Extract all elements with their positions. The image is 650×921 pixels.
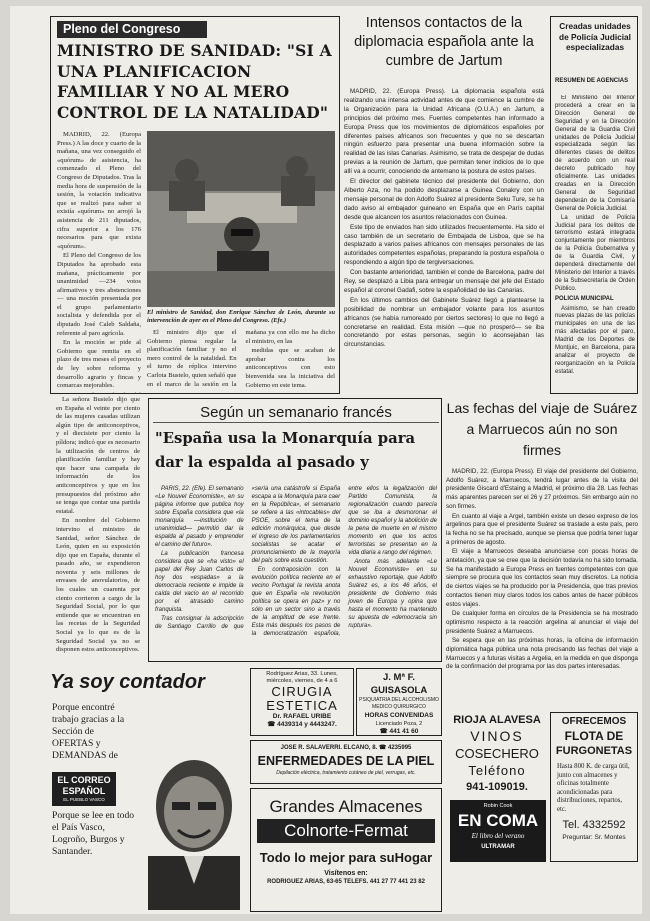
colnorte-line-1: Grandes Almacenes bbox=[269, 797, 423, 816]
cirugia-ad bbox=[250, 668, 354, 736]
piel-title: ENFERMEDADES DE LA PIEL bbox=[257, 754, 435, 768]
suarez-paragraph: Se espera que en las próximas horas, la oficina de información diplomática haga pública una nota precisando las fechas del viaje a Marruecos y a futuras visitas a Argelia, en la medida en que disponga de la confirmación del programa por las dos partes interesadas. bbox=[446, 637, 638, 671]
congreso-paragraph: medidas que se acaban de aprobar contra los anticonceptivos con esto bienvenida sea la iniciativa del Gobierno en este tema. bbox=[245, 347, 335, 389]
rioja-line: VINOS bbox=[470, 728, 524, 744]
policia-body bbox=[555, 95, 635, 391]
newspaper-page bbox=[10, 6, 642, 914]
policia-headline: Creadas unidades de Policía Judicial especializadas bbox=[559, 21, 631, 53]
semanario-paragraph: Tras consignar la adscripción de Santiago Carrillo de que «sería una catástrofe si España escapa a la Monarquía para caer en la República», el semanario se refiere a las «intocables» del PSOE, sobre el tema de la edición monárquica, que desde el ingreso de los parlamentarios socialistas se acatar el pronunciamiento de la mayoría del país sobre esta cuestión. bbox=[155, 486, 341, 630]
congreso-continuation bbox=[56, 396, 140, 658]
suarez-body bbox=[446, 468, 638, 706]
jartum-paragraph: MADRID, 22. (Europa Press). La diplomacia española está realizando una intensa actividad antes de que comience la cumbre de la Organización para la Unidad Africana (O.U.A.) en Jartum, a principios del próximo mes. Fuentes competentes han informado a Europa Press que los movimientos de diplomáticos españoles por diferentes países africanos son frecuentes y que no se descartan ningún esfuerzo para presentar una buena información sobre la realidad de las islas Canarias. Asimismo, se trata de despejar de dudas previas a la reunión de Jartum, que permitan tener indicios de lo que allí va a ocurrir, conociendo de antemano la postura de estos países. bbox=[344, 88, 544, 176]
cirugia-top: Rodríguez Arias, 33. Lunes, miércoles, viernes, de 4 a 6 bbox=[266, 671, 338, 684]
cirugia-doctor: Dr. RAFAEL URIBE bbox=[272, 713, 332, 720]
el-correo-logo bbox=[52, 772, 116, 806]
semanario-kicker: Según un semanario francés bbox=[153, 403, 439, 423]
jartum-paragraph: En los últimos cambios del Gabinete Suárez llegó a plantearse la posibilidad de nombrar un embajador volante para los asuntos africanos (se había rumoreado por ciertos sectores) lo que no llegó a concretarse en realidad. Esta misión —que no prosperó— se iba concretando por estas personas, según lo aconsejaban las circunstancias. bbox=[344, 296, 544, 349]
piel-ad bbox=[250, 740, 442, 784]
jartum-article bbox=[344, 14, 544, 399]
policia-subhead: RESUMEN DE AGENCIAS bbox=[555, 78, 629, 84]
encoma-title: EN COMA bbox=[457, 811, 539, 830]
guisasola-line: HORAS CONVENIDAS bbox=[364, 712, 434, 719]
contador-man-photo bbox=[138, 744, 246, 910]
guisasola-address: Licenciado Poza, 2 bbox=[375, 721, 423, 727]
suarez-paragraph: De cualquier forma en círculos de la Presidencia se ha mostrado optimismo respecto a la reacción argelina al anunciar el viaje del presidente Suárez a Marruecos. bbox=[446, 610, 638, 635]
flota-line: OFRECEMOS bbox=[561, 716, 627, 727]
rioja-line: Teléfono bbox=[468, 763, 526, 778]
colnorte-visit: Visítenos en: bbox=[324, 870, 368, 877]
cirugia-title: CIRUGIA bbox=[271, 684, 333, 699]
smiling-man-image bbox=[138, 744, 246, 910]
jartum-headline: Intensos contactos de la diplomacia española ante la cumbre de Jartum bbox=[354, 15, 534, 69]
congreso-photo bbox=[147, 131, 335, 307]
congreso-paragraph: El Pleno del Congreso de los Diputados ha aprobado esta mañana, prácticamente por unanimidad —234 votos afirmativos y tres abstenciones— una moción presentada por el grupo parlamentario socialista y defendida por el diputado José Caleb Saldaña, referente al paro agrícola. bbox=[57, 252, 141, 337]
jartum-paragraph: Este tipo de enviados han sido utilizados frecuentemente. Ha sido el caso también de un secretario de Embajada de Lisboa, que se ha desplazado a varios países africanos con mensajes personales de las autoridades competentes españolas, preparando la postura española o respondiendo a algún tipo de tergiversaciones. bbox=[344, 223, 544, 267]
encoma-ad bbox=[450, 800, 546, 862]
semanario-paragraph: La publicación francesa considera que se «ha visto» el papel del Rey Juan Carlos de hoy dos «espadas» a la democracia reciente e impide la caída del vacío en el recorrido por el atrasado camino franquista. bbox=[155, 551, 244, 613]
logo-line: EL PUEBLO VASCO bbox=[63, 797, 105, 802]
jartum-paragraph: El director del gabinete técnico del presidente del Gobierno, don Alberto Aza, no ha podido desplazarse a Guinea Conakry con un mensaje personal de don Adolfo Suárez al presidente Seku Ture, se ha dado aviso al embajador guineano en España que en París capital desde que alcancen los asuntos relacionados con Guinea. bbox=[344, 178, 544, 221]
colnorte-brand: Colnorte-Fermat bbox=[257, 819, 435, 843]
congreso-paragraph: En la moción se pide al Gobierno que remita en el plazo de tres meses el proyecto de ley sobre reforma y desarrollo agrario y fincas y comarcas mejorables. bbox=[57, 339, 141, 390]
cirugia-phones: ☎ 4439314 y 4443247. bbox=[267, 721, 337, 728]
congreso-paragraph: En nombre del Gobierno intervino el ministro de Sanidad, señor Sánchez de León, quien en su exposición dijo que en España, durante el pasado año, se expendieron noventa y seis millones de envases de anovulatorios, de los cuales un cuarenta por ciento corrieron a cargo de la Seguridad Social, por lo que entiende que se encuentran en las recetas de la Seguridad Social ya lo que es de la Seguridad Social ya no se disponen estos anticonceptivos. bbox=[56, 517, 140, 654]
cirugia-title-2: ESTETICA bbox=[266, 698, 338, 713]
encoma-subtitle: El libro del verano bbox=[471, 832, 525, 840]
policia-article bbox=[550, 16, 638, 394]
logo-line: ESPAÑOL bbox=[62, 786, 106, 796]
rioja-line: COSECHERO bbox=[455, 746, 539, 761]
jartum-body bbox=[344, 88, 544, 398]
flota-ad bbox=[550, 712, 638, 862]
colnorte-slogan: Todo lo mejor para suHogar bbox=[259, 850, 433, 865]
piel-top: JOSE R. SALAVERRI. ELCANO, 8. ☎ 4235995 bbox=[280, 745, 412, 751]
guisasola-name: J. Mª F. GUISASOLA bbox=[370, 672, 428, 696]
contador-ad bbox=[50, 668, 246, 912]
suarez-article bbox=[446, 398, 638, 708]
contador-text: Porque encontré trabajo gracias a la Sección de OFERTAS y DEMANDAS de bbox=[52, 702, 125, 761]
guisasola-line: PSIQUIATRIA DEL ALCOHOLISMO bbox=[359, 697, 439, 703]
suarez-paragraph: En cuanto al viaje a Argel, también existe un deseo expreso de los argelinos para que el presidente Suárez se traslade a este país, pero la fecha no se ha precisado, aunque se piensa que podría tener lugar a primeros de agosto. bbox=[446, 512, 638, 546]
guisasola-ad bbox=[356, 668, 442, 736]
logo-line: EL CORREO bbox=[57, 775, 111, 785]
contador-text-2: Porque se lee en todo el País Vasco, Logroño, Burgos y Santander. bbox=[52, 810, 135, 857]
flota-line: FURGONETAS bbox=[555, 745, 633, 757]
rioja-ad bbox=[448, 712, 546, 798]
semanario-paragraph: PARIS, 22. (Efe). El semanario «Le Nouvel Economiste», en su página informe que publica hoy sobre España considera que «la monarquía —institución de unanimidad— permitió dar la espalda al pasado y emprender el camino del futuro». bbox=[155, 486, 244, 548]
semanario-headline: "España usa la Monarquía para dar la espalda al pasado y bbox=[155, 430, 416, 471]
encoma-author: Robin Cook bbox=[483, 803, 513, 809]
flota-contact: Preguntar: Sr. Montes bbox=[562, 834, 626, 841]
policia-paragraph: Asimismo, se han creado nuevas plazas de las policías municipales en una de las más afectadas por el paro, Madrid de los Deportes de Montjuic, en Barcelona, para analizar el proyecto de reorganización en la Policía estatal. bbox=[555, 305, 635, 375]
policia-paragraph: La unidad de Policía Judicial para los delitos de terrorismo estará integrada conjuntamente por miembros de la Policía Gubernativa y de la Guardia Civil, y dependerá directamente del Ministerio del Interior a través de la Subsecretaría de Orden Público. bbox=[555, 214, 635, 292]
contador-title: Ya soy contador bbox=[50, 671, 205, 693]
semanario-paragraph: En contraposición con la evolución política reciente en el vecino Portugal la revista anota que en España «la revolución política se opera en paz» y no sólo en un sector sino a través de la amplitud de ese frente. Esta más después los pasos de la democratización española, entre ellos la legalización del Partido Comunista, la regionalización cuando parecía que se iba a desmoronar el dominio español y la abolición de la pena de muerte en el mismo momento en que los actos terroristas se presentan en la vida diaria a rango del régimen. bbox=[251, 486, 437, 637]
minister-photo-image bbox=[147, 131, 335, 307]
guisasola-phone: ☎ 441 41 60 bbox=[379, 728, 419, 735]
congreso-headline: MINISTRO DE SANIDAD: "SI A UNA PLANIFICACION FAMILIAR Y NO AL MERO CONTROL DE LA NATALIDAD" bbox=[57, 41, 332, 122]
semanario-paragraph: Anota más adelante «Le Nouvel Economiste» en su exhaustivo reportaje, que Adolfo Suárez es, a los 46 años, el presidente de Gobierno más joven de Europa y opina que hasta el momento ha mantenido su apuesta de «democracia sin ruptura». bbox=[348, 559, 437, 629]
congreso-col2-3 bbox=[147, 329, 335, 393]
flota-text: Hasta 800 K. de carga útil, junto con almacenes y oficinas totalmente acondicionadas para distribuciones, repartos, etc. bbox=[557, 763, 630, 813]
semanario-article bbox=[148, 398, 442, 662]
guisasola-line: MEDICO QUIRURGICO bbox=[372, 704, 426, 710]
policia-paragraph: El Ministerio del Interior procederá a crear en la Dirección General de Seguridad y en la Dirección General de la Guardia Civil unidades de Policía Judicial especializada según las diferentes clases de delitos de acuerdo con un real decreto publicado hoy oficialmente. Las unidades creadas en la Dirección General de Seguridad dependerán de la Comisaría General de Policía Judicial. bbox=[555, 95, 635, 212]
colnorte-address: RODRIGUEZ ARIAS, 63-65 TELEFS. 441 27 77 441 23 82 bbox=[267, 879, 425, 885]
section-banner: Pleno del Congreso bbox=[57, 21, 207, 38]
semanario-body bbox=[155, 485, 437, 659]
suarez-paragraph: El viaje a Marruecos deseaba anunciarse con pocas horas de antelación, ya que se cree que la decisión todavía no ha sido tomada. Se ha manifestado a Europa Press en fuentes competentes con que siempre se procura que los contactos sean muy discretos. La noticia de ciertos viajes se ha producido por la Presidencia, que tras previos contactos tienen muy claros todos los cabos antes de hacer públicos estos viajes. bbox=[446, 548, 638, 608]
jartum-paragraph: Con bastante anterioridad, también el conde de Barcelona, padre del Rey, se desplazó a Libia para entregar un mensaje del jefe del Estado español al coronel Gadafi, sobre la españolidad de las Canarias. bbox=[344, 269, 544, 294]
encoma-publisher: ULTRAMAR bbox=[481, 844, 515, 850]
colnorte-ad bbox=[250, 788, 442, 912]
congreso-paragraph bbox=[57, 392, 141, 393]
suarez-paragraph: MADRID, 22. (Europa Press). El viaje del presidente del Gobierno, Adolfo Suárez, a Marruecos, tendrá lugar antes de la visita del presidente Giscard d'Estaing a Madrid, el próximo día 28. Las fechas más aparentes parecen ser el 26 y 27 próximos. Sin embargo aún no son firmes. bbox=[446, 468, 638, 510]
congreso-photo-caption: El ministro de Sanidad, don Enrique Sánchez de León, durante su intervención de ayer en el Pleno del Congreso. (Efe.) bbox=[147, 309, 335, 325]
flota-phone: Tel. 4332592 bbox=[562, 819, 626, 831]
congreso-paragraph: La señora Bustelo dijo que en España el veinte por ciento de las mujeres casadas utilizan algún tipo de anticonceptivos, y el diecisiete por ciento la píldora; indicó que es necesario la utilización de centros de planificación familiar y hay que hacer una campaña de información de los anticonceptivos y que en los presupuestos del próximo año se tenga que contar una partida estatal. bbox=[56, 396, 140, 515]
piel-bottom: Depilación eléctrica, tratamiento cutáneo de piel, verrugas, etc. bbox=[276, 770, 416, 776]
policia-subhead-2: POLICIA MUNICIPAL bbox=[555, 295, 614, 302]
suarez-headline: Las fechas del viaje de Suárez a Marruecos aún no son firmes bbox=[446, 400, 638, 458]
congreso-article bbox=[50, 16, 340, 394]
congreso-col1 bbox=[57, 131, 141, 393]
congreso-paragraph: MADRID, 22. (Europa Press.) A las doce y cuarto de la mañana, una vez conseguido el «quórum» de asistencia, ha comenzado el Pleno del Congreso de Diputados. Tras la media hora de suspensión de la sesión, la votación indicativa que se realizó para saber si existía «quórum» no arrojó la asistencia de 211 diputados, cifra superior a los 176 necesarios para que exista «quórum». bbox=[57, 131, 141, 250]
rioja-phone: 941-109019. bbox=[466, 781, 528, 793]
congreso-paragraph: El ministro dijo que el Gobierno piensa regular la planificación familiar y no el mero control de la natalidad. En el turno de réplica intervino Carlota Bustelo, quien señaló que en el marco de la sesión en la mañana ya con ello me ha dicho el ministro, en las bbox=[147, 329, 335, 388]
rioja-line: RIOJA ALAVESA bbox=[453, 714, 541, 726]
flota-line: FLOTA DE bbox=[564, 729, 624, 743]
